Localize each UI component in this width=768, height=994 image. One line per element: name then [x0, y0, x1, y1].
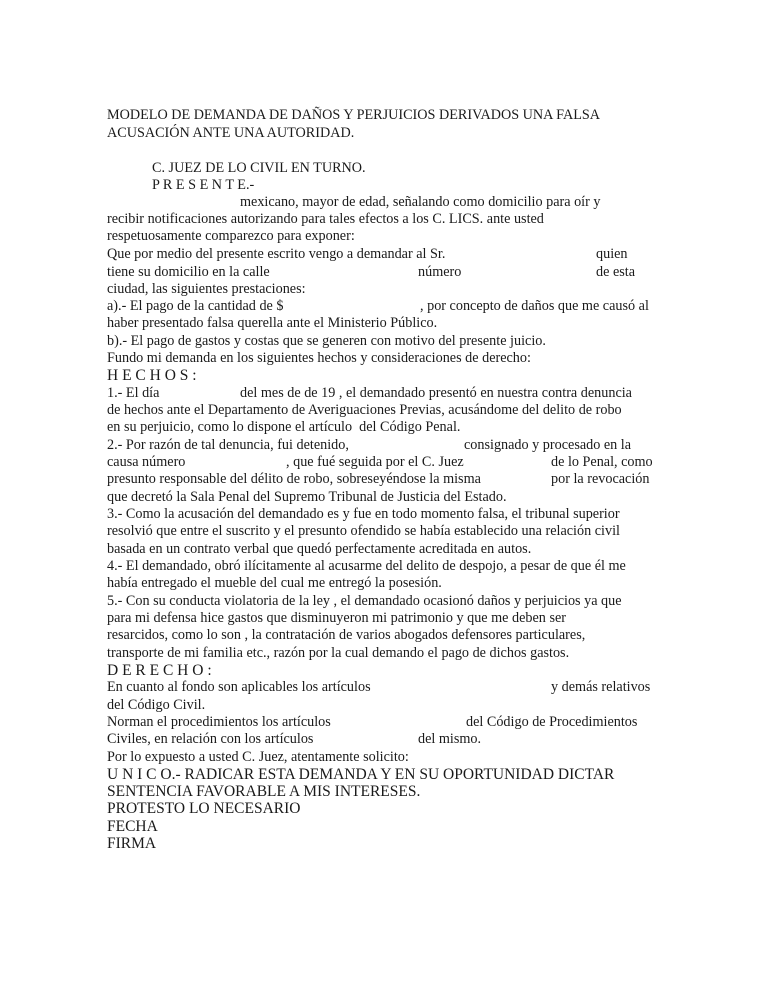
addressee: C. JUEZ DE LO CIVIL EN TURNO. — [152, 160, 366, 176]
fecha-line: FECHA — [107, 818, 158, 835]
hecho-line: basada en un contrato verbal que quedó perfectamente acreditada en autos. — [107, 541, 532, 557]
intro-line-3: respetuosamente comparezco para exponer: — [107, 228, 355, 244]
hecho-line: había entregado el mueble del cual me entregó la posesión. — [107, 575, 442, 591]
claim-b: b).- El pago de gastos y costas que se generen con motivo del presente juicio. — [107, 333, 546, 349]
protesto-line: PROTESTO LO NECESARIO — [107, 800, 301, 817]
intro-line-2: recibir notificaciones autorizando para tales efectos a los C. LICS. ante usted — [107, 211, 544, 227]
hecho-line: en su perjuicio, como lo dispone el artículo del Código Penal. — [107, 419, 461, 435]
derecho-line: Norman el procedimientos los artículos — [107, 714, 331, 730]
derecho-line: del Código de Procedimientos — [466, 714, 638, 730]
body-line: Fundo mi demanda en los siguientes hechos y consideraciones de derecho: — [107, 350, 531, 366]
derecho-line: Civiles, en relación con los artículos — [107, 731, 314, 747]
hecho-line: 2.- Por razón de tal denuncia, fui detenido, — [107, 437, 349, 453]
hechos-heading: H E C H O S : — [107, 367, 197, 384]
body-line: tiene su domicilio en la calle — [107, 264, 270, 280]
firma-line: FIRMA — [107, 835, 157, 852]
body-line: quien — [596, 246, 628, 262]
unico-line-1: U N I C O.- RADICAR ESTA DEMANDA Y EN SU OPORTUNIDAD DICTAR — [107, 766, 615, 783]
claim-a: , por concepto de daños que me causó al — [420, 298, 649, 314]
hecho-line: transporte de mi familia etc., razón por la cual demando el pago de dichos gastos. — [107, 645, 570, 661]
claim-a: a).- El pago de la cantidad de $ — [107, 298, 284, 314]
hecho-line: causa número — [107, 454, 186, 470]
hecho-line: , que fué seguida por el C. Juez — [286, 454, 464, 470]
derecho-line: del mismo. — [418, 731, 482, 747]
derecho-line: Por lo expuesto a usted C. Juez, atentamente solicito: — [107, 749, 409, 765]
body-line: Que por medio del presente escrito vengo a demandar al Sr. — [107, 246, 446, 262]
hecho-line: consignado y procesado en la — [464, 437, 632, 453]
hecho-line: 5.- Con su conducta violatoria de la ley , el demandado ocasionó daños y perjuicios ya que — [107, 593, 622, 609]
hecho-line: de lo Penal, como — [551, 454, 653, 470]
derecho-heading: D E R E C H O : — [107, 662, 212, 679]
derecho-line: del Código Civil. — [107, 697, 206, 713]
presente: P R E S E N T E.- — [152, 177, 255, 193]
body-line: de esta — [596, 264, 635, 280]
hecho-line: resolvió que entre el suscrito y el presunto ofendido se había establecido una relación civil — [107, 523, 620, 539]
unico-line-2: SENTENCIA FAVORABLE A MIS INTERESES. — [107, 783, 421, 800]
hecho-line: 1.- El día — [107, 385, 160, 401]
derecho-line: En cuanto al fondo son aplicables los artículos — [107, 679, 371, 695]
hecho-line: del mes de de 19 , el demandado presentó en nuestra contra denuncia — [240, 385, 632, 401]
intro-line-1: mexicano, mayor de edad, señalando como domicilio para oír y — [240, 194, 601, 210]
body-line: ciudad, las siguientes prestaciones: — [107, 281, 306, 297]
hecho-line: que decretó la Sala Penal del Supremo Tribunal de Justicia del Estado. — [107, 489, 507, 505]
hecho-line: presunto responsable del délito de robo, sobreseyéndose la misma — [107, 471, 481, 487]
title-line-2: ACUSACIÓN ANTE UNA AUTORIDAD. — [107, 125, 355, 141]
hecho-line: resarcidos, como lo son , la contratación de varios abogados defensores particulares, — [107, 627, 586, 643]
hecho-line: para mi defensa hice gastos que disminuyeron mi patrimonio y que me deben ser — [107, 610, 566, 626]
hecho-line: 4.- El demandado, obró ilícitamente al acusarme del delito de despojo, a pesar de que él me — [107, 558, 626, 574]
hecho-line: por la revocación — [551, 471, 650, 487]
claim-a: haber presentado falsa querella ante el Ministerio Público. — [107, 315, 438, 331]
title-line-1: MODELO DE DEMANDA DE DAÑOS Y PERJUICIOS DERIVADOS UNA FALSA — [107, 107, 601, 123]
hecho-line: de hechos ante el Departamento de Averiguaciones Previas, acusándome del delito de robo — [107, 402, 622, 418]
derecho-line: y demás relativos — [551, 679, 651, 695]
hecho-line: 3.- Como la acusación del demandado es y fue en todo momento falsa, el tribunal superior — [107, 506, 620, 522]
body-line: número — [418, 264, 462, 280]
